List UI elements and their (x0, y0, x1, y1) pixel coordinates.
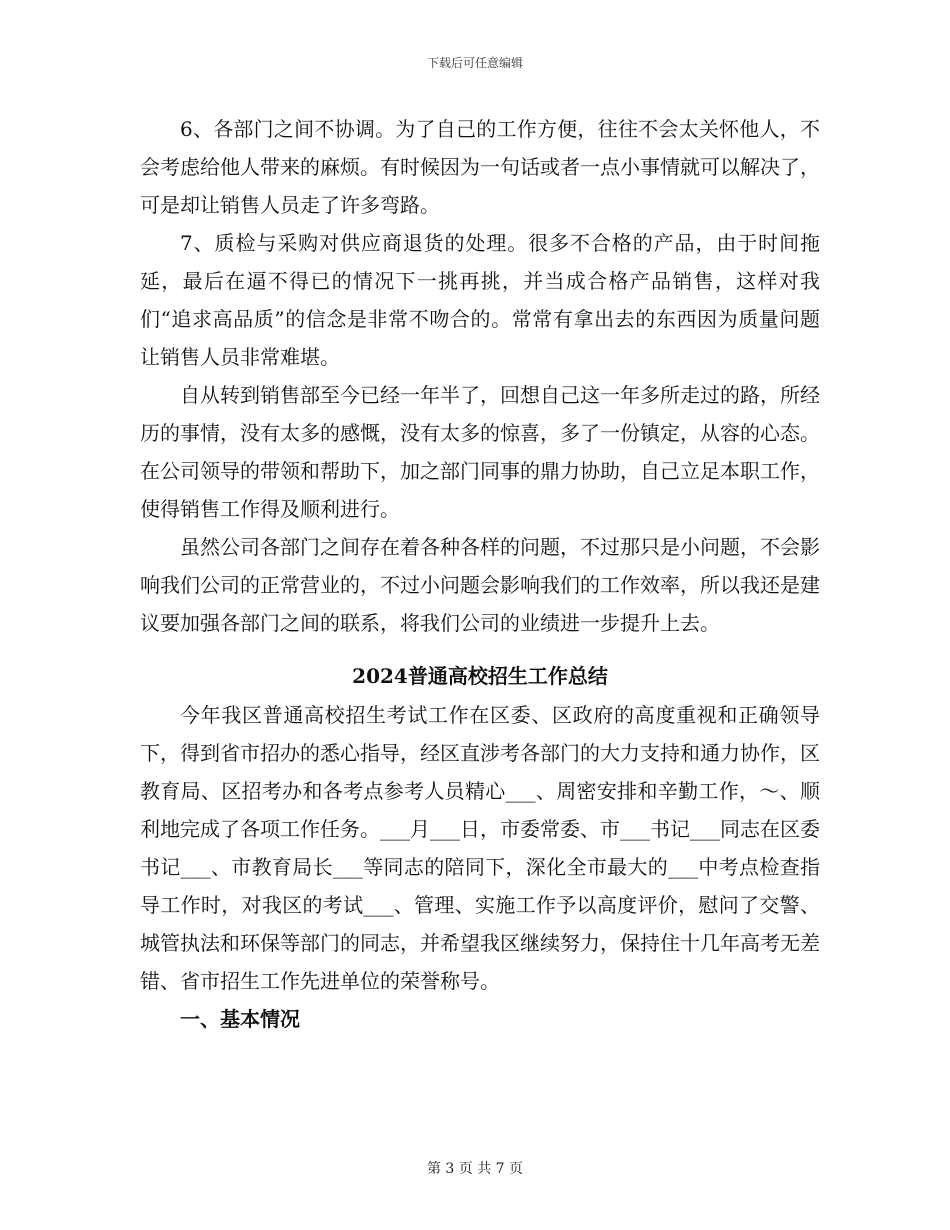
page-number: 第 3 页 共 7 页 (426, 1161, 524, 1177)
paragraph-item-7: 7、质检与采购对供应商退货的处理。很多不合格的产品，由于时间拖延，最后在逼不得已的情况下一挑再挑，并当成合格产品销售，这样对我们“追求高品质”的信念是非常不吻合的。常常有拿出去的东西因为质量问题让销售人员非常难堪。 (140, 231, 820, 369)
document-title: 2024普通高校招生工作总结 (352, 664, 608, 688)
paragraph-item-6: 6、各部门之间不协调。为了自己的工作方便，往往不会太关怀他人，不会考虑给他人带来的麻烦。有时候因为一句话或者一点小事情就可以解决了，可是却让销售人员走了许多弯路。 (140, 117, 820, 217)
paragraph-suggestion: 虽然公司各部门之间存在着各种各样的问题，不过那只是小问题，不会影响我们公司的正常营业的，不过小问题会影响我们的工作效率，所以我还是建议要加强各部门之间的联系，将我们公司的业绩进一步提升上去。 (140, 535, 820, 635)
paragraph-intro: 今年我区普通高校招生考试工作在区委、区政府的高度重视和正确领导下，得到省市招办的悉心指导，经区直涉考各部门的大力支持和通力协作，区教育局、区招考办和各考点参考人员精心___、周密安排和辛勤工作，～、顺利地完成了各项工作任务。___月___日，市委常委、市___书记___同志在区委书记___、市教育局长___等同志的陪同下，深化全市最大的___中考点检查指导工作时，对我区的考试___、管理、实施工作予以高度评价，慰问了交警、城管执法和环保等部门的同志，并希望我区继续努力，保持住十几年高考无差错、省市招生工作先进单位的荣誉称号。 (140, 703, 820, 993)
paragraph-reflection: 自从转到销售部至今已经一年半了，回想自己这一年多所走过的路，所经历的事情，没有太多的感慨，没有太多的惊喜，多了一份镇定，从容的心态。在公司领导的带领和帮助下，加之部门同事的鼎力协助，自己立足本职工作，使得销售工作得及顺利进行。 (140, 383, 820, 521)
document-body (140, 110, 820, 1038)
section-heading: 一、基本情况 (180, 1007, 300, 1031)
header-note: 下载后可任意编辑 (426, 56, 523, 70)
